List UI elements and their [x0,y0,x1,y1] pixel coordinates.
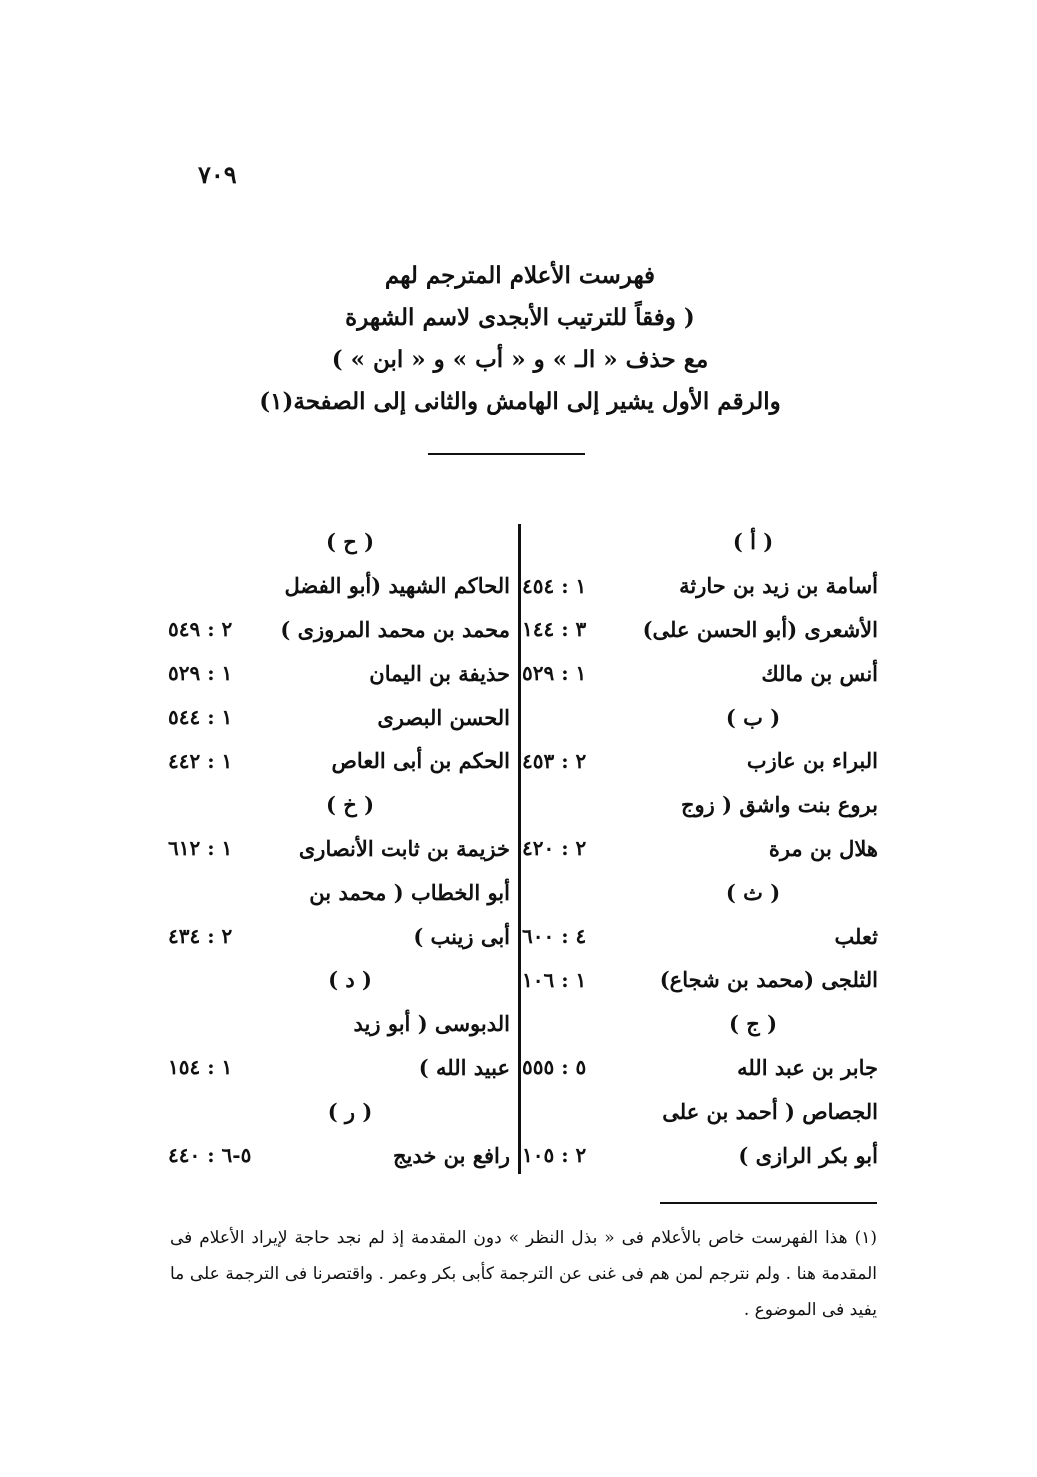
entry-reference: ١ : ٤٥٤ [522,573,587,598]
entry-reference: ٣ : ١٤٤ [522,617,587,642]
index-entry [110,651,510,695]
index-entry [478,914,878,958]
entry-reference: ٥-٦ : ٤٤٠ [168,1143,252,1168]
entry-name: رافع بن خديج [392,1142,510,1168]
index-entry [110,1002,510,1046]
entry-name: ثعلب [834,923,878,949]
entry-reference: ١ : ١٥٤ [168,1055,233,1080]
entry-reference: ٢ : ٥٤٩ [168,617,233,642]
index-entry [478,783,878,827]
letter-label: ( أ ) [732,529,774,555]
letter-heading [478,520,878,564]
index-column-left [110,520,510,1177]
letter-heading [478,1002,878,1046]
entry-name: جابر بن عبد الله [737,1054,878,1080]
index-entry [478,564,878,608]
index-entry [478,1046,878,1090]
entry-name: الثلجى (محمد بن شجاع) [659,967,878,993]
entry-name: الحسن البصرى [377,704,510,730]
entry-name: أبو بكر الرازى ) [738,1142,878,1168]
index-entry [110,914,510,958]
index-entry [478,608,878,652]
entry-reference: ٢ : ٤٢٠ [522,836,587,861]
letter-label: ( ب ) [725,704,781,730]
title-line: والرقم الأول يشير إلى الهامش والثانى إلى الصفحة(١) [259,388,781,415]
index-entry [478,1089,878,1133]
entry-reference: ١ : ١٠٦ [522,967,587,992]
entry-name: الأشعرى (أبو الحسن على) [642,616,878,642]
entry-reference: ١ : ٦١٢ [168,836,233,861]
entry-reference: ٢ : ٤٣٤ [168,924,233,949]
letter-heading [110,783,510,827]
entry-name: حذيفة بن اليمان [369,660,510,686]
page-number: ٧٠٩ [198,160,237,189]
index-entry [110,739,510,783]
footnote-divider [660,1202,877,1204]
entry-name: الحكم بن أبى العاص [331,748,510,774]
index-entry [478,1133,878,1177]
entry-name: الجصاص ( أحمد بن على [662,1098,878,1124]
letter-heading [110,520,510,564]
column-divider [518,524,521,1174]
letter-label: ( خ ) [325,792,375,818]
entry-reference: ٥ : ٥٥٥ [522,1055,587,1080]
entry-name: أنس بن مالك [761,660,878,686]
letter-heading [478,870,878,914]
entry-reference: ١ : ٤٤٢ [168,748,233,773]
entry-reference: ١ : ٥٤٤ [168,705,233,730]
index-entry [478,827,878,871]
index-entry [478,958,878,1002]
entry-name: عبيد الله ) [418,1054,510,1080]
letter-label: ( ث ) [725,879,781,905]
entry-name: محمد بن محمد المروزى ) [280,616,510,642]
title-line: ( وفقاً للترتيب الأبجدى لاسم الشهرة [345,304,695,331]
entry-name: أبى زينب ) [413,923,510,949]
entry-reference: ٤ : ٦٠٠ [522,924,587,949]
entry-name: الحاكم الشهيد (أبو الفضل [284,573,510,599]
index-entry [110,608,510,652]
entry-name: أسامة بن زيد بن حارثة [679,573,878,599]
entry-name: الدبوسى ( أبو زيد [353,1011,510,1037]
index-entry [110,870,510,914]
index-title [230,255,810,423]
index-column-right [478,520,878,1177]
entry-name: البراء بن عازب [746,748,878,774]
title-line: فهرست الأعلام المترجم لهم [384,262,656,289]
entry-name: أبو الخطاب ( محمد بن [309,879,510,905]
letter-label: ( ر ) [327,1098,373,1124]
letter-heading [110,1089,510,1133]
footnote: (١) هذا الفهرست خاص بالأعلام فى « بذل النظر » دون المقدمة إذ لم نجد حاجة لإيراد الأعلام فى المقدمة هنا . ولم نترجم لمن هم فى غنى عن الترجمة كأبى بكر وعمر . واقتصرنا فى الترجمة على ما يفيد فى الموضوع . [170,1228,877,1320]
entry-reference: ١ : ٥٢٩ [522,661,587,686]
index-entry [110,827,510,871]
letter-heading [110,958,510,1002]
entry-name: بروع بنت واشق ( زوج [680,792,878,818]
entry-reference: ٢ : ٤٥٣ [522,748,587,773]
index-entry [478,651,878,695]
title-divider [428,453,585,455]
entry-reference: ٢ : ١٠٥ [522,1143,587,1168]
index-entry [110,1133,510,1177]
entry-name: خزيمة بن ثابت الأنصارى [298,835,510,861]
letter-label: ( د ) [328,967,372,993]
title-line: مع حذف « الـ » و « أب » و « ابن » ) [331,346,709,373]
letter-label: ( ج ) [728,1011,778,1037]
index-entry [110,1046,510,1090]
index-entry [478,739,878,783]
index-entry [110,564,510,608]
index-entry [110,695,510,739]
entry-name: هلال بن مرة [768,835,878,861]
letter-label: ( ح ) [325,529,375,555]
entry-reference: ١ : ٥٢٩ [168,661,233,686]
letter-heading [478,695,878,739]
